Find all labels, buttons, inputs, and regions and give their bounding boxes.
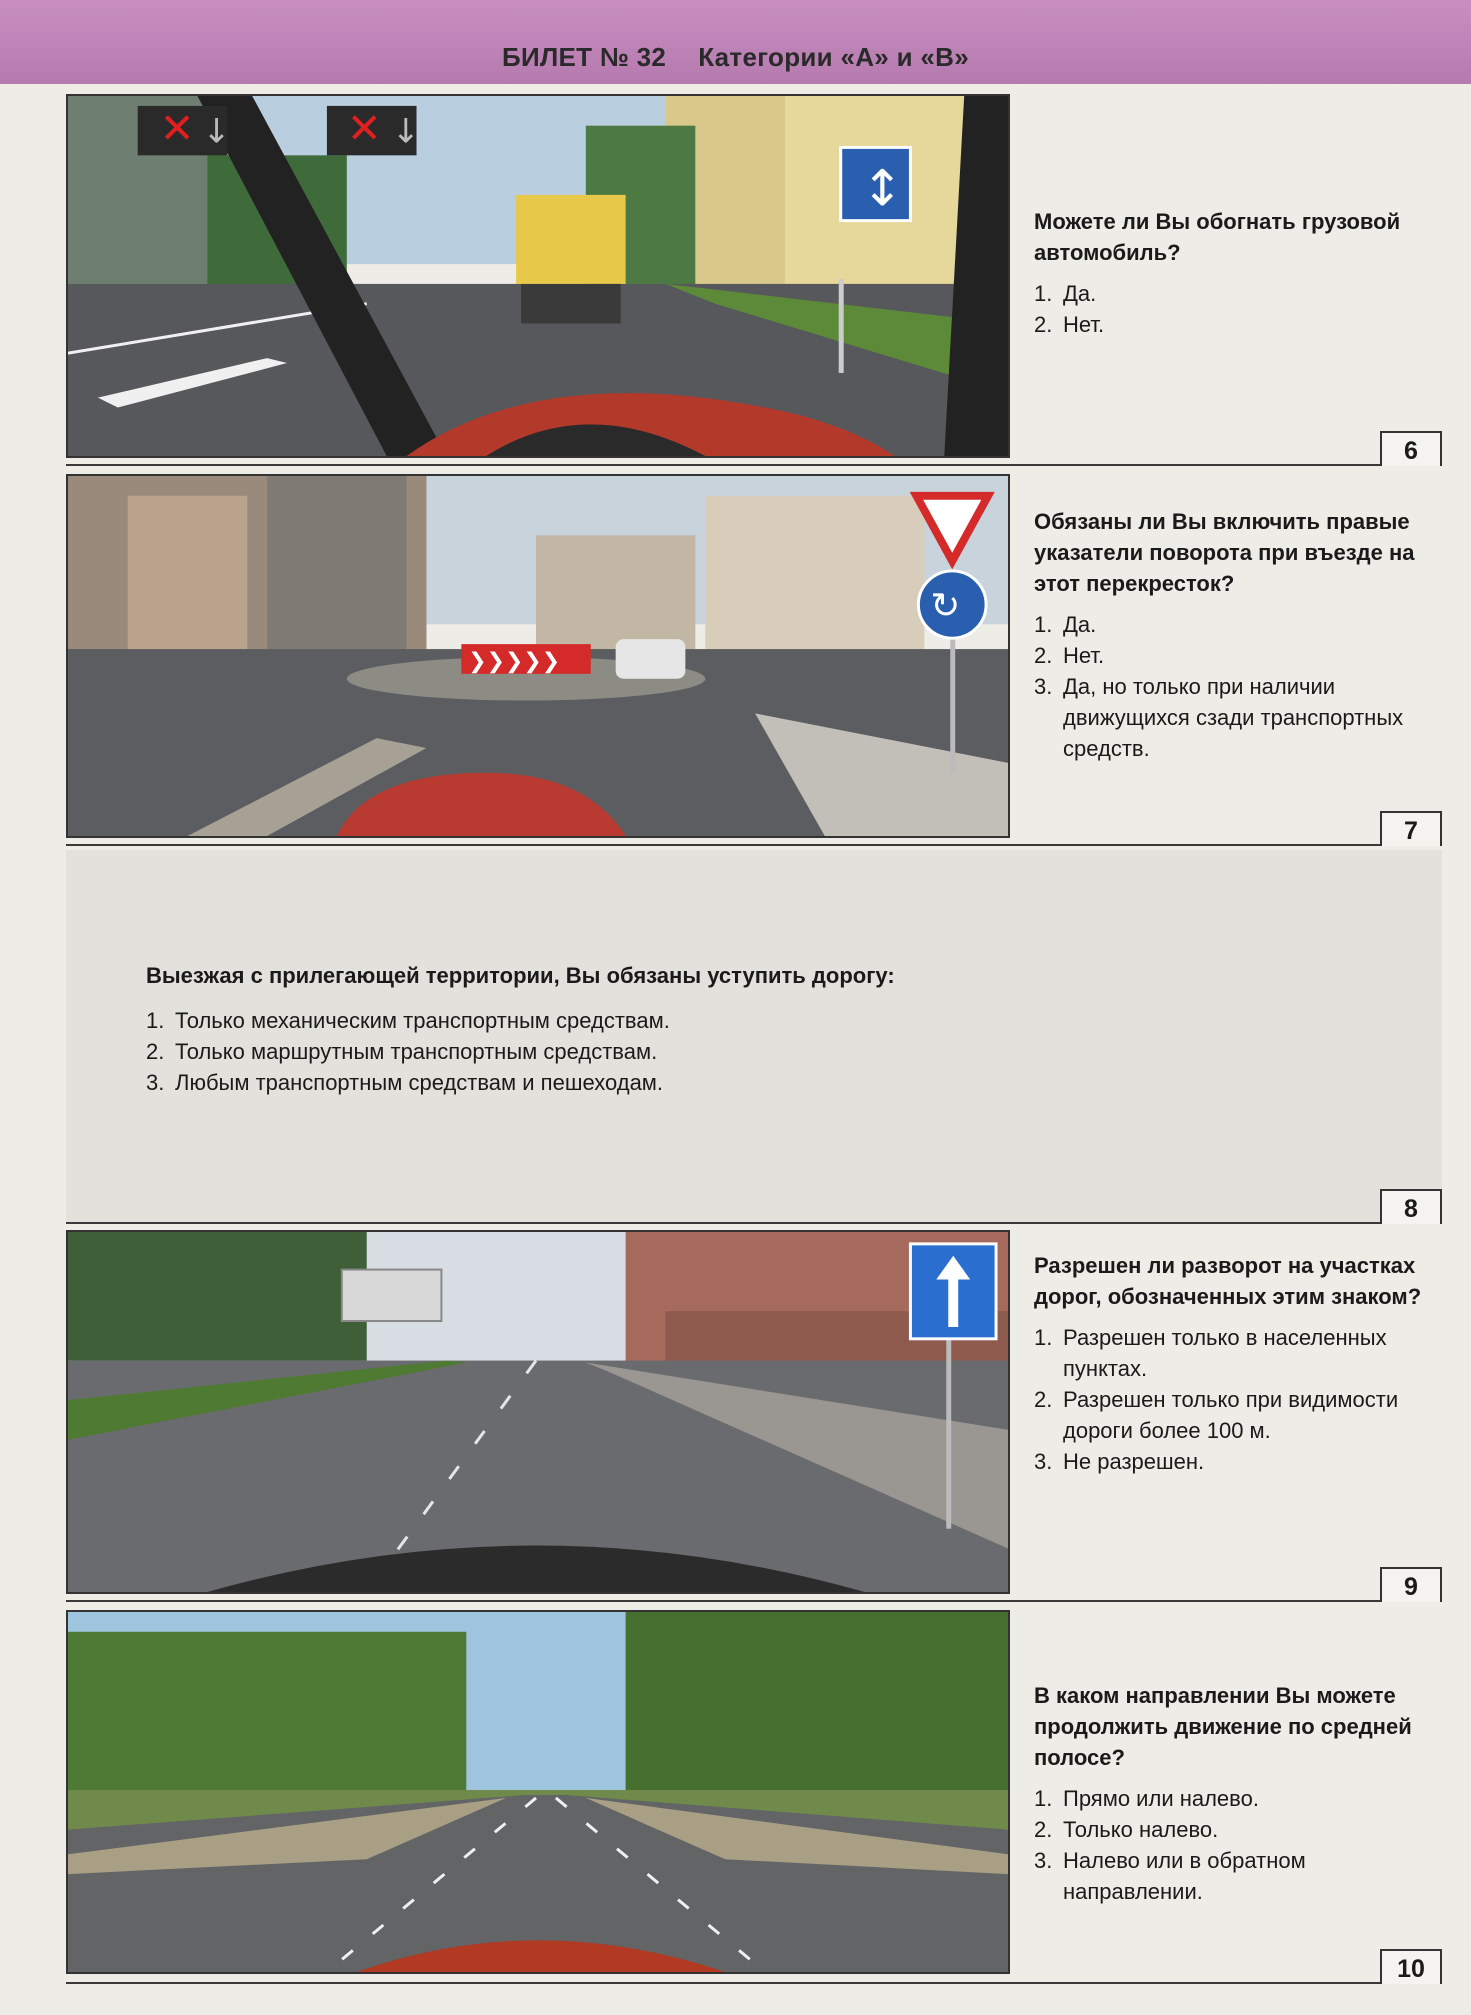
question-8 bbox=[66, 850, 1442, 1224]
answer-text: Нет. bbox=[1063, 312, 1105, 337]
question-7-photo bbox=[66, 474, 1010, 838]
answer-item[interactable] bbox=[1034, 1384, 1439, 1446]
question-9-title: Разрешен ли разворот на участках дорог, обозначенных этим знаком? bbox=[1034, 1253, 1422, 1309]
answer-text: Любым транспортным средствам и пешеходам. bbox=[175, 1070, 664, 1095]
question-6-photo bbox=[66, 94, 1010, 458]
answer-item[interactable] bbox=[1034, 278, 1439, 309]
question-9-photo bbox=[66, 1230, 1010, 1594]
answer-item[interactable] bbox=[1034, 609, 1439, 640]
question-6-answers bbox=[1034, 278, 1439, 340]
answer-number: 1. bbox=[1034, 1325, 1053, 1350]
road-scene-truck bbox=[68, 96, 1008, 456]
question-6-text bbox=[1034, 206, 1439, 340]
answer-text: Да, но только при наличии движущихся сзади транспортных средств. bbox=[1063, 674, 1404, 761]
answer-number: 3. bbox=[1034, 1449, 1053, 1474]
question-9-number: 9 bbox=[1380, 1567, 1442, 1602]
question-9-answers bbox=[1034, 1322, 1439, 1477]
answer-text: Разрешен только в населенных пунктах. bbox=[1063, 1325, 1387, 1381]
answer-item[interactable] bbox=[1034, 671, 1439, 764]
question-7-answers bbox=[1034, 609, 1439, 764]
answer-item[interactable] bbox=[1034, 1845, 1439, 1907]
answer-item[interactable] bbox=[146, 1067, 1246, 1098]
answer-text: Разрешен только при видимости дороги более 100 м. bbox=[1063, 1387, 1399, 1443]
svg-text:↓: ↓ bbox=[202, 111, 231, 151]
page-header bbox=[0, 0, 1471, 84]
answer-text: Да. bbox=[1063, 281, 1097, 306]
question-10-answers bbox=[1034, 1783, 1439, 1907]
answer-number: 3. bbox=[1034, 1848, 1053, 1873]
svg-text:↻: ↻ bbox=[930, 585, 961, 627]
answer-text: Не разрешен. bbox=[1063, 1449, 1205, 1474]
question-6 bbox=[66, 94, 1442, 466]
question-10-title: В каком направлении Вы можете продолжить движение по средней полосе? bbox=[1034, 1683, 1412, 1770]
answer-text: Только маршрутным транспортным средствам. bbox=[175, 1039, 658, 1064]
answer-item[interactable] bbox=[1034, 1783, 1439, 1814]
question-7-title: Обязаны ли Вы включить правые указатели поворота при въезде на этот перекресток? bbox=[1034, 509, 1415, 596]
svg-text:↓: ↓ bbox=[391, 111, 421, 151]
answer-item[interactable] bbox=[1034, 309, 1439, 340]
answer-item[interactable] bbox=[1034, 1322, 1439, 1384]
answer-text: Налево или в обратном направлении. bbox=[1063, 1848, 1306, 1904]
answer-number: 1. bbox=[1034, 281, 1053, 306]
answer-number: 2. bbox=[1034, 312, 1053, 337]
question-10-text bbox=[1034, 1680, 1439, 1907]
svg-text:❯❯❯❯❯: ❯❯❯❯❯ bbox=[468, 648, 561, 674]
answer-number: 2. bbox=[1034, 1387, 1053, 1412]
answer-number: 1. bbox=[1034, 1786, 1053, 1811]
answer-text: Да. bbox=[1063, 612, 1097, 637]
question-7-text bbox=[1034, 506, 1439, 764]
answer-number: 1. bbox=[1034, 612, 1053, 637]
answer-number: 1. bbox=[146, 1008, 165, 1033]
answer-item[interactable] bbox=[1034, 640, 1439, 671]
question-10-number: 10 bbox=[1380, 1949, 1442, 1984]
question-9-text bbox=[1034, 1250, 1439, 1477]
answer-item[interactable] bbox=[1034, 1446, 1439, 1477]
answer-text: Только механическим транспортным средствам. bbox=[175, 1008, 670, 1033]
question-10 bbox=[66, 1610, 1442, 1984]
question-8-answers bbox=[146, 1005, 1246, 1098]
answer-number: 2. bbox=[1034, 643, 1053, 668]
question-7-number: 7 bbox=[1380, 811, 1442, 846]
question-9 bbox=[66, 1230, 1442, 1602]
answer-number: 2. bbox=[1034, 1817, 1053, 1842]
answer-text: Прямо или налево. bbox=[1063, 1786, 1259, 1811]
answer-number: 3. bbox=[1034, 674, 1053, 699]
answer-text: Нет. bbox=[1063, 643, 1105, 668]
svg-text:✕: ✕ bbox=[159, 103, 195, 153]
answer-item[interactable] bbox=[146, 1036, 1246, 1067]
header-title bbox=[0, 42, 1471, 73]
ticket-number: БИЛЕТ № 32 bbox=[501, 42, 667, 72]
svg-text:✕: ✕ bbox=[346, 103, 382, 153]
question-6-title: Можете ли Вы обогнать грузовой автомобиль? bbox=[1034, 209, 1401, 265]
question-10-photo bbox=[66, 1610, 1010, 1974]
question-8-text bbox=[146, 960, 1246, 1098]
answer-number: 2. bbox=[146, 1039, 165, 1064]
answer-text: Только налево. bbox=[1063, 1817, 1219, 1842]
question-8-number: 8 bbox=[1380, 1189, 1442, 1224]
question-6-number: 6 bbox=[1380, 431, 1442, 466]
road-scene-one-way bbox=[68, 1232, 1008, 1592]
question-8-title: Выезжая с прилегающей территории, Вы обязаны уступить дорогу: bbox=[146, 963, 895, 988]
answer-number: 3. bbox=[146, 1070, 165, 1095]
question-7 bbox=[66, 474, 1442, 846]
ticket-category: Категории «А» и «В» bbox=[698, 42, 969, 72]
road-scene-roundabout bbox=[68, 476, 1008, 836]
road-scene-highway bbox=[68, 1612, 1008, 1972]
svg-text:↕: ↕ bbox=[861, 158, 904, 217]
answer-item[interactable] bbox=[146, 1005, 1246, 1036]
answer-item[interactable] bbox=[1034, 1814, 1439, 1845]
